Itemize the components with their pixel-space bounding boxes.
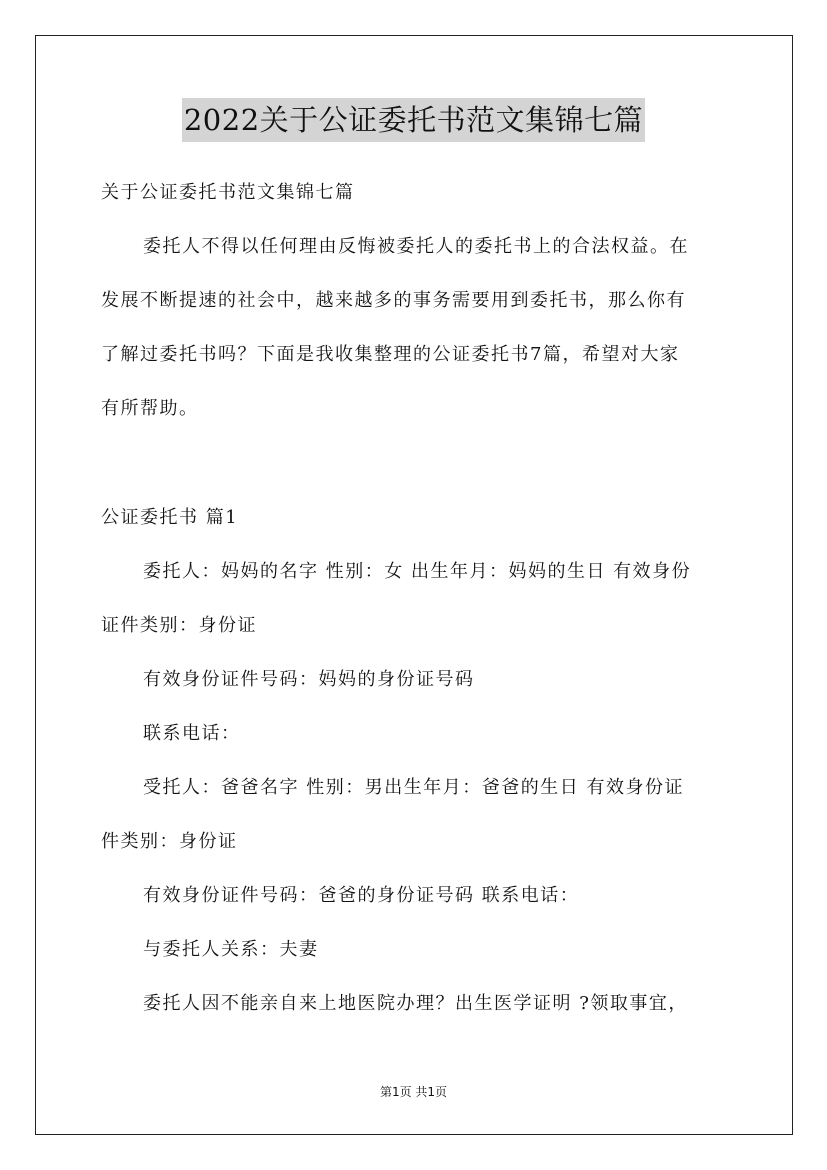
page-footer: 第1页 共1页 xyxy=(379,1085,448,1099)
section-heading: 公证委托书 篇1 xyxy=(101,507,239,528)
document-subtitle: 关于公证委托书范文集锦七篇 xyxy=(101,182,355,203)
body-line: 联系电话： xyxy=(143,723,241,744)
body-line: 有效身份证件号码：爸爸的身份证号码 联系电话： xyxy=(143,885,580,906)
body-line: 件类别：身份证 xyxy=(101,831,238,852)
body-line: 证件类别：身份证 xyxy=(101,615,257,636)
body-line: 委托人：妈妈的名字 性别：女 出生年月：妈妈的生日 有效身份 xyxy=(143,561,692,582)
intro-line: 了解过委托书吗？下面是我收集整理的公证委托书7篇，希望对大家 xyxy=(101,344,680,365)
intro-line: 委托人不得以任何理由反悔被委托人的委托书上的合法权益。在 xyxy=(143,236,689,257)
intro-line: 发展不断提速的社会中，越来越多的事务需要用到委托书，那么你有 xyxy=(101,290,686,311)
body-line: 与委托人关系：夫妻 xyxy=(143,939,319,960)
title-container xyxy=(0,98,827,142)
body-line: 受托人：爸爸名字 性别：男出生年月：爸爸的生日 有效身份证 xyxy=(143,777,684,798)
document-title: 2022关于公证委托书范文集锦七篇 xyxy=(182,98,645,142)
intro-line: 有所帮助。 xyxy=(101,398,199,419)
body-line: 有效身份证件号码：妈妈的身份证号码 xyxy=(143,669,475,690)
body-line: 委托人因不能亲自来上地医院办理？出生医学证明 ?领取事宜， xyxy=(143,993,688,1014)
